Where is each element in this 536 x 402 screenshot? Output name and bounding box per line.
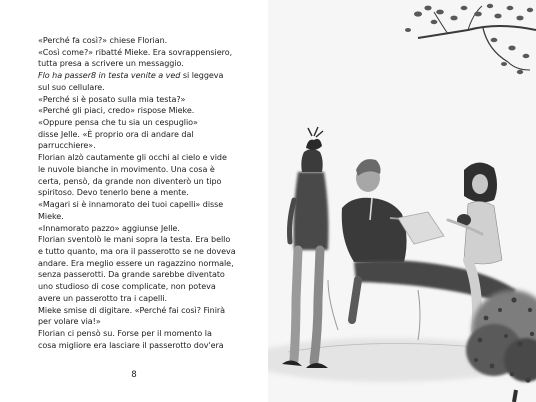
- text-line: [38, 269, 260, 281]
- text-line: [38, 164, 260, 176]
- text-segment: «Oppure pensa che tu sia un cespuglio»: [38, 118, 198, 128]
- text-line: [38, 328, 260, 340]
- text-line: [38, 234, 260, 246]
- text-segment: sul suo cellulare.: [38, 82, 105, 92]
- text-segment: Florian sventolò le mani sopra la testa. Era bello: [38, 235, 231, 245]
- text-line: [38, 211, 260, 223]
- text-segment: cosa migliore era lasciare il passerotto dov'era: [38, 340, 224, 350]
- text-segment: spiritoso. Devo tenerlo bene a mente.: [38, 188, 189, 198]
- text-segment: e tutto quanto, ma ora il passerotto se ne doveva: [38, 246, 236, 256]
- text-line: [38, 35, 260, 47]
- text-line: [38, 47, 260, 59]
- illustration-page: [268, 0, 536, 402]
- text-line: [38, 316, 260, 328]
- text-line: [38, 258, 260, 270]
- text-line: [38, 223, 260, 235]
- watercolor-illustration: [268, 0, 536, 402]
- italic-text-segment: Flo ha passer8 in testa venite a ved: [38, 71, 181, 81]
- text-line: [38, 70, 260, 82]
- text-line: [38, 281, 260, 293]
- text-segment: «Magari si è innamorato dei tuoi capelli» disse: [38, 200, 224, 210]
- text-line: [38, 58, 260, 70]
- text-line: [38, 140, 260, 152]
- text-segment: «Perché si è posato sulla mia testa?»: [38, 94, 186, 104]
- text-line: [38, 129, 260, 141]
- text-line: [38, 199, 260, 211]
- text-segment: per volare via!»: [38, 317, 101, 327]
- text-segment: Florian ci pensò su. Forse per il momento la: [38, 328, 212, 338]
- text-segment: Mieke.: [38, 211, 64, 221]
- text-segment: parrucchiere».: [38, 141, 96, 151]
- text-line: [38, 340, 260, 352]
- text-segment: «Così come?» ribatté Mieke. Era sovrappensiero,: [38, 47, 233, 57]
- text-line: [38, 187, 260, 199]
- text-line: [38, 305, 260, 317]
- text-segment: disse Jelle. «È proprio ora di andare dal: [38, 129, 194, 139]
- text-segment: uno studioso di cose complicate, non poteva: [38, 282, 216, 292]
- story-text: [38, 35, 260, 351]
- text-segment: Mieke smise di digitare. «Perché fai così? Finirà: [38, 305, 226, 315]
- text-line: [38, 82, 260, 94]
- text-segment: avere un passerotto tra i capelli.: [38, 293, 167, 303]
- text-segment: andare. Era meglio essere un ragazzino normale,: [38, 258, 234, 268]
- text-line: [38, 293, 260, 305]
- text-line: [38, 105, 260, 117]
- text-segment: certa, pensò, da grande non diventerò un tipo: [38, 176, 222, 186]
- text-segment: tutta presa a scrivere un messaggio.: [38, 59, 184, 69]
- text-segment: «Innamorato pazzo» aggiunse Jelle.: [38, 223, 180, 233]
- text-line: [38, 117, 260, 129]
- text-segment: Florian alzò cautamente gli occhi al cielo e vide: [38, 153, 227, 163]
- page-number: 8: [131, 370, 137, 380]
- text-segment: «Perché gli piaci, credo» rispose Mieke.: [38, 106, 195, 116]
- text-segment: senza passerotti. Da grande sarebbe diventato: [38, 270, 225, 280]
- text-line: [38, 152, 260, 164]
- text-segment: si leggeva: [180, 71, 224, 81]
- text-line: [38, 246, 260, 258]
- text-segment: le nuvole bianche in movimento. Una cosa è: [38, 164, 215, 174]
- text-line: [38, 94, 260, 106]
- text-line: [38, 176, 260, 188]
- text-segment: «Perché fa così?» chiese Florian.: [38, 36, 168, 45]
